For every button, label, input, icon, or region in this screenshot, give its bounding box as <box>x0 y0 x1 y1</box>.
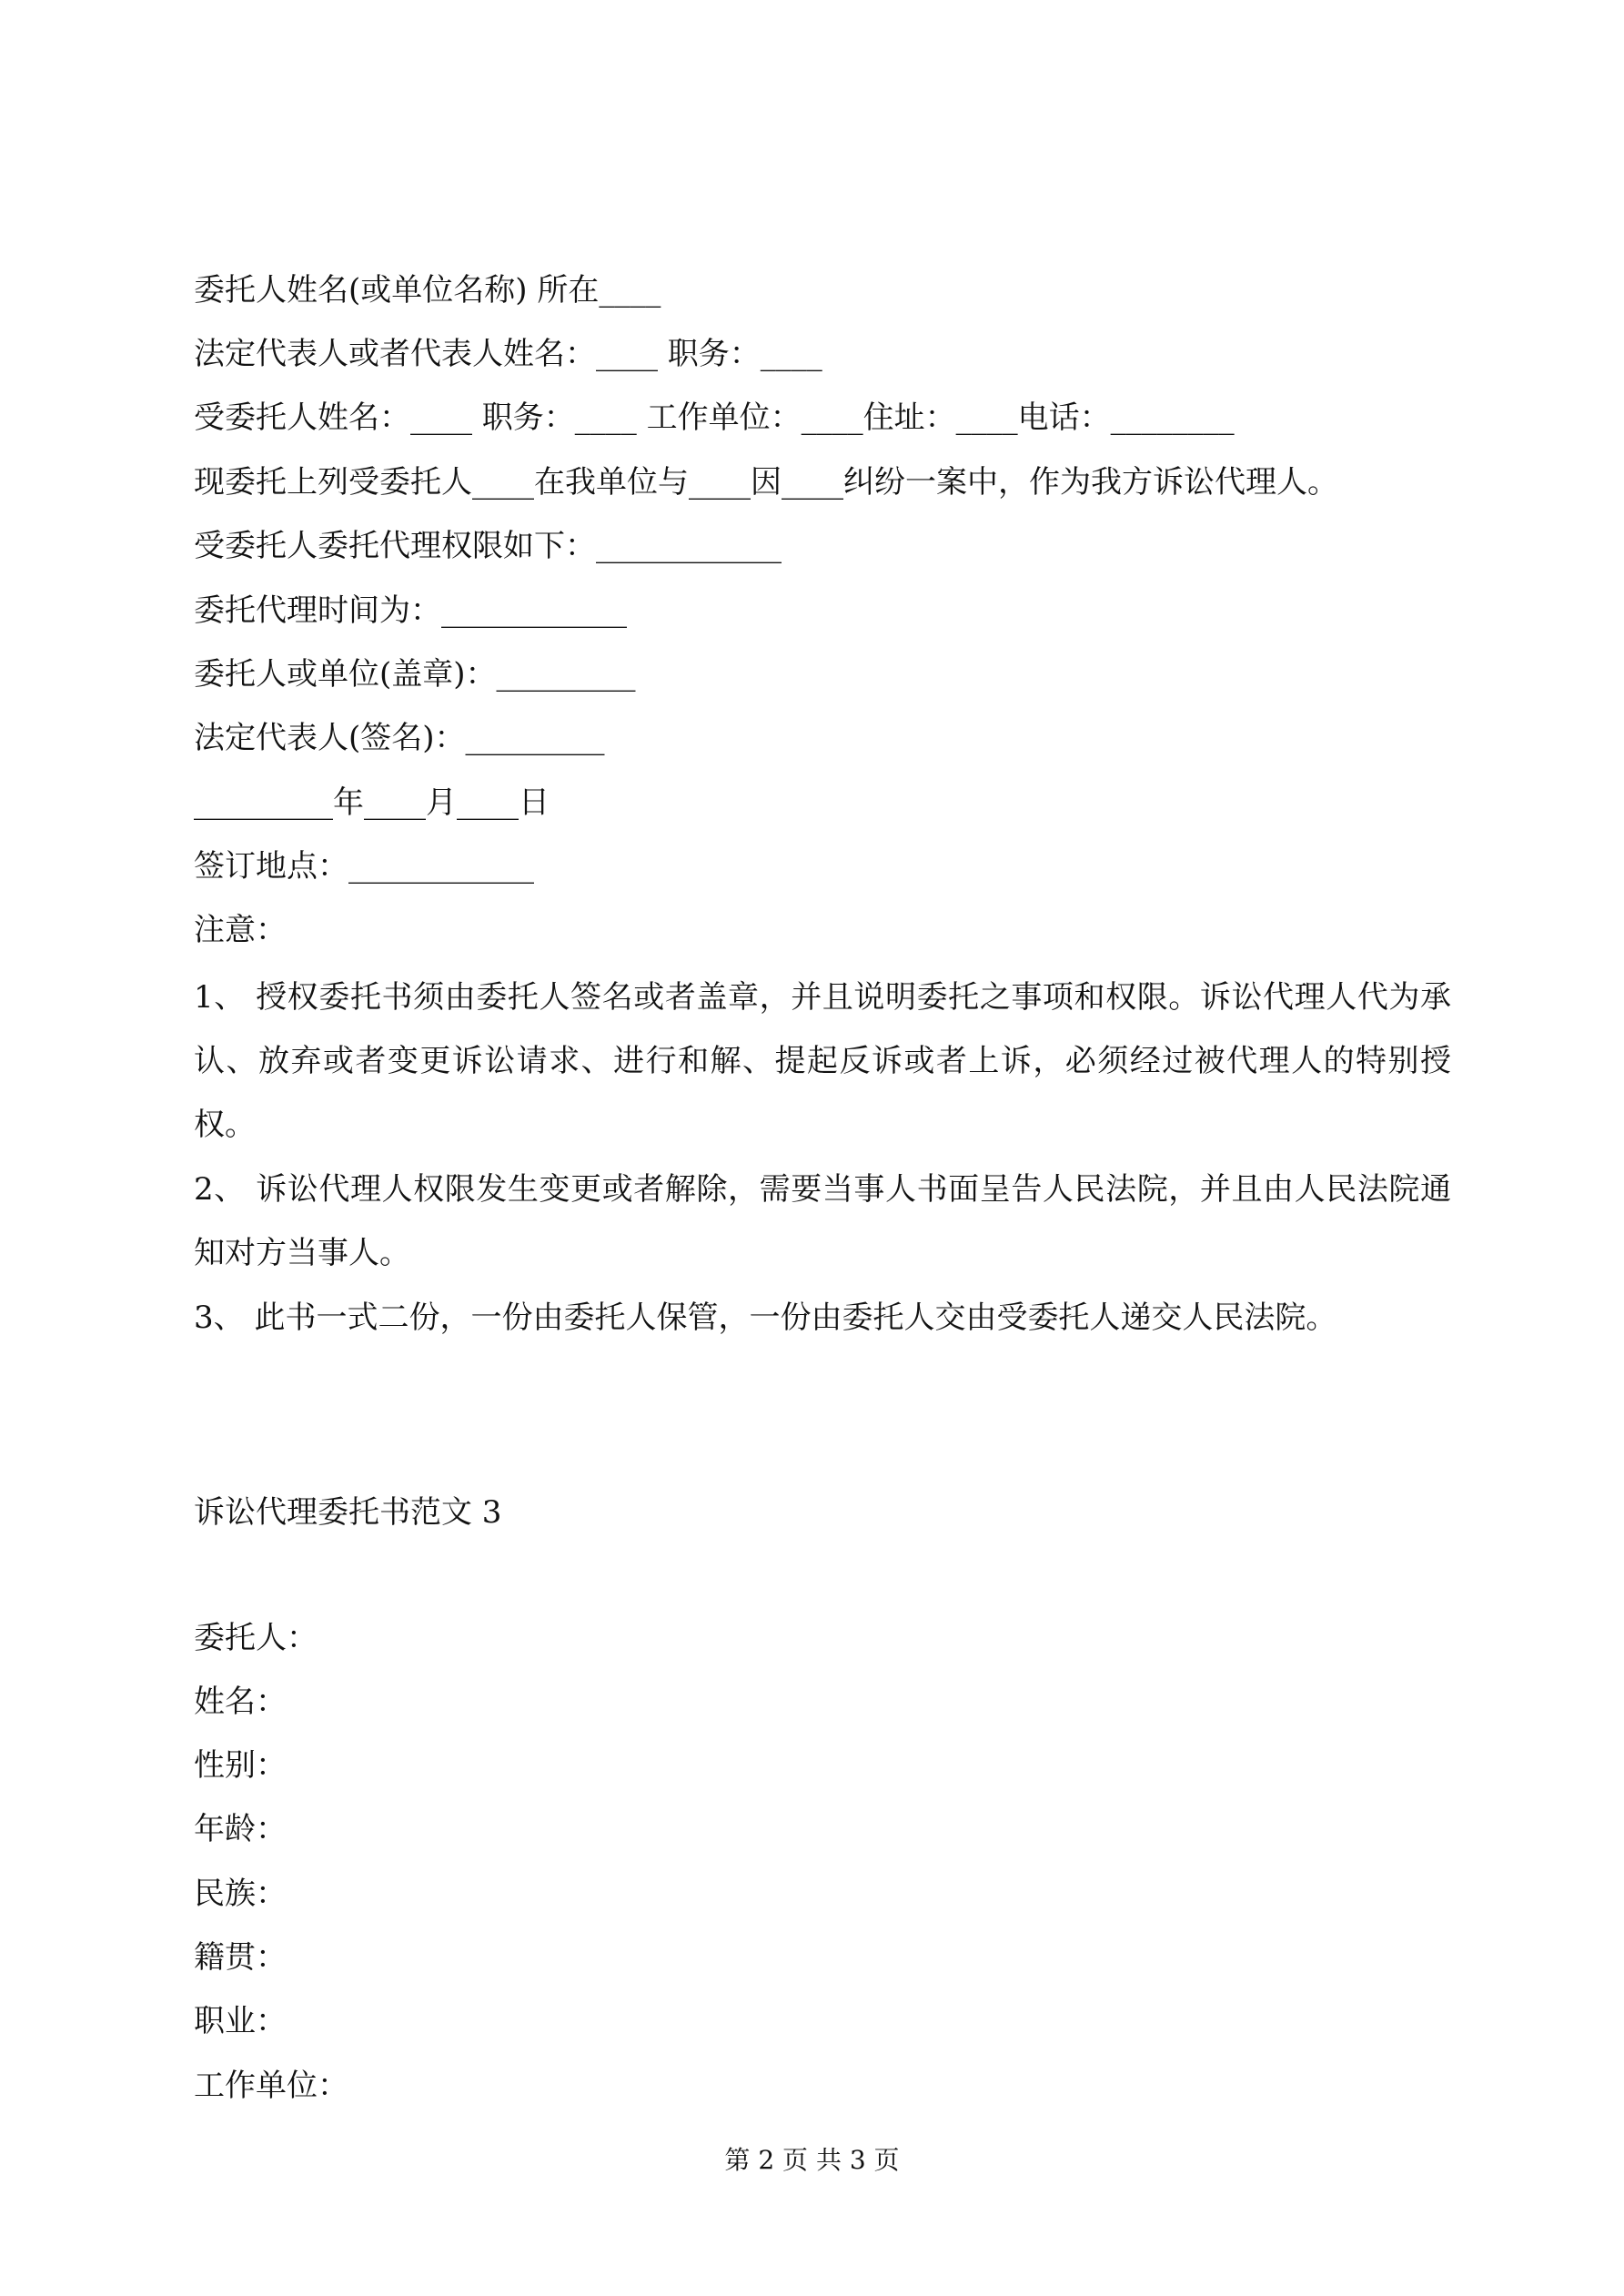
field-age: 年龄： <box>194 1811 287 1847</box>
note-item-3: 3、 此书一式二份，一份由委托人保管，一份由委托人交由受委托人递交人民法院。 <box>194 1300 1337 1336</box>
legal-representative-line: 法定代表人或者代表人姓名：____ 职务：____ <box>194 336 822 372</box>
field-name: 姓名： <box>194 1684 287 1720</box>
delegator-name-line: 委托人姓名(或单位名称) 所在____ <box>194 272 661 308</box>
section-title: 诉讼代理委托书范文 3 <box>194 1494 502 1531</box>
agent-info-line: 受委托人姓名：____ 职务：____ 工作单位：____住址：____电话：________ <box>194 400 1235 436</box>
delegation-period-line: 委托代理时间为：____________ <box>194 592 627 629</box>
field-delegator: 委托人： <box>194 1620 318 1656</box>
notes-heading: 注意： <box>194 912 287 948</box>
field-occupation: 职业： <box>194 2003 287 2039</box>
signing-place-line: 签订地点：____________ <box>194 848 534 885</box>
field-native-place: 籍贯： <box>194 1939 287 1976</box>
delegator-seal-line: 委托人或单位(盖章)：_________ <box>194 656 636 693</box>
field-work-unit: 工作单位： <box>194 2068 348 2104</box>
date-line: _________年____月____日 <box>194 784 550 821</box>
legal-representative-signature-line: 法定代表人(签名)：_________ <box>194 720 605 756</box>
page-footer: 第 2 页 共 3 页 <box>724 2145 900 2175</box>
field-gender: 性别： <box>194 1747 287 1784</box>
delegation-statement-line: 现委托上列受委托人____在我单位与____因____纠纷一案中，作为我方诉讼代理人。 <box>194 464 1338 501</box>
field-ethnicity: 民族： <box>194 1876 287 1912</box>
note-item-1: 1、 授权委托书须由委托人签名或者盖章，并且说明委托之事项和权限。诉讼代理人代为承认、放弃或者变更诉讼请求、进行和解、提起反诉或者上诉，必须经过被代理人的特别授权。 <box>194 979 1451 1143</box>
authority-scope-line: 受委托人委托代理权限如下：____________ <box>194 528 782 564</box>
note-item-2: 2、 诉讼代理人权限发生变更或者解除，需要当事人书面呈告人民法院，并且由人民法院通知对方当事人。 <box>194 1171 1451 1271</box>
